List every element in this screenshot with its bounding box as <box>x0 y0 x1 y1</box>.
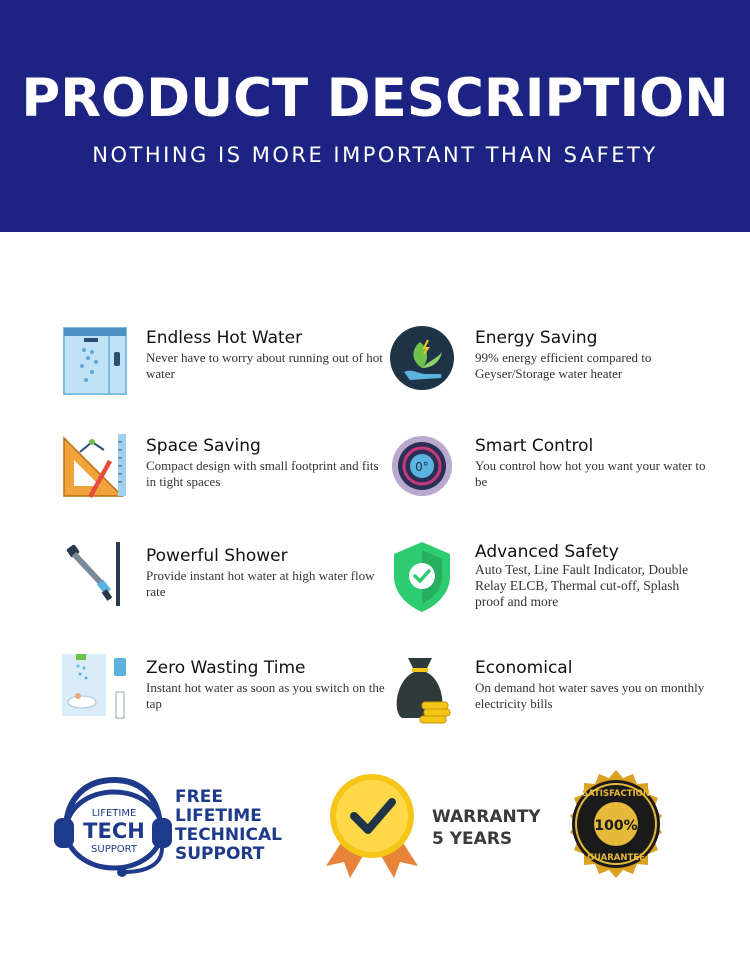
shower-head-icon <box>62 540 130 616</box>
feature-title: Powerful Shower <box>146 546 288 566</box>
feature-endless-hot-water <box>62 322 402 402</box>
money-bag-icon <box>388 652 456 728</box>
feature-zero-wasting-time <box>62 652 402 732</box>
tech-line-3: TECHNICAL <box>175 825 282 845</box>
tech-logo-bottom: SUPPORT <box>91 844 137 855</box>
feature-desc: Instant hot water as soon as you switch on the tap <box>146 680 385 711</box>
feature-desc: 99% energy efficient compared to Geyser/Storage water heater <box>475 350 652 381</box>
feature-smart-control <box>388 430 728 510</box>
feature-desc: Compact design with small footprint and fits in tight spaces <box>146 458 379 489</box>
svg-text:0°: 0° <box>415 460 429 474</box>
feature-powerful-shower <box>62 540 402 620</box>
tech-logo-mid: TECH <box>83 819 145 843</box>
seal-bottom: GUARANTEE <box>587 853 645 863</box>
warranty-text <box>432 806 541 850</box>
satisfaction-guarantee-seal <box>560 768 672 880</box>
warranty-medal-icon <box>320 770 424 880</box>
feature-economical <box>388 652 728 732</box>
tech-line-2: LIFETIME <box>175 806 262 826</box>
leaf-hand-icon <box>388 322 456 398</box>
feature-desc: Provide instant hot water at high water flow rate <box>146 568 375 599</box>
warranty-line-1: WARRANTY <box>432 807 541 827</box>
seal-top: SATISFACTION <box>581 789 651 799</box>
header-banner <box>0 0 750 232</box>
feature-desc: Auto Test, Line Fault Indicator, Double Relay ELCB, Thermal cut-off, Splash proof and more <box>475 562 689 609</box>
feature-title: Zero Wasting Time <box>146 658 306 678</box>
tech-line-1: FREE <box>175 787 223 807</box>
feature-advanced-safety <box>388 540 728 620</box>
bathroom-icon <box>62 652 130 728</box>
feature-title: Energy Saving <box>475 328 598 348</box>
thermostat-icon <box>388 430 456 506</box>
seal-mid: 100% <box>594 818 638 834</box>
tech-support-text <box>175 788 325 864</box>
feature-desc: Never have to worry about running out of hot water <box>146 350 383 381</box>
feature-energy-saving <box>388 322 728 402</box>
feature-title: Economical <box>475 658 573 678</box>
warranty-line-2: 5 YEARS <box>432 829 513 849</box>
page-subtitle: NOTHING IS MORE IMPORTANT THAN SAFETY <box>92 143 658 167</box>
feature-title: Space Saving <box>146 436 261 456</box>
feature-desc: On demand hot water saves you on monthly electricity bills <box>475 680 705 711</box>
tech-line-4: SUPPORT <box>175 844 265 864</box>
feature-title: Advanced Safety <box>475 542 619 562</box>
feature-title: Smart Control <box>475 436 594 456</box>
feature-title: Endless Hot Water <box>146 328 303 348</box>
tech-support-logo <box>52 774 174 878</box>
page-title: PRODUCT DESCRIPTION <box>21 68 729 129</box>
tech-logo-top: LIFETIME <box>91 808 137 819</box>
feature-desc: You control how hot you want your water to be <box>475 458 706 489</box>
ruler-icon <box>62 430 130 506</box>
feature-space-saving <box>62 430 402 510</box>
shower-cabin-icon <box>62 322 130 398</box>
shield-check-icon <box>388 540 456 616</box>
